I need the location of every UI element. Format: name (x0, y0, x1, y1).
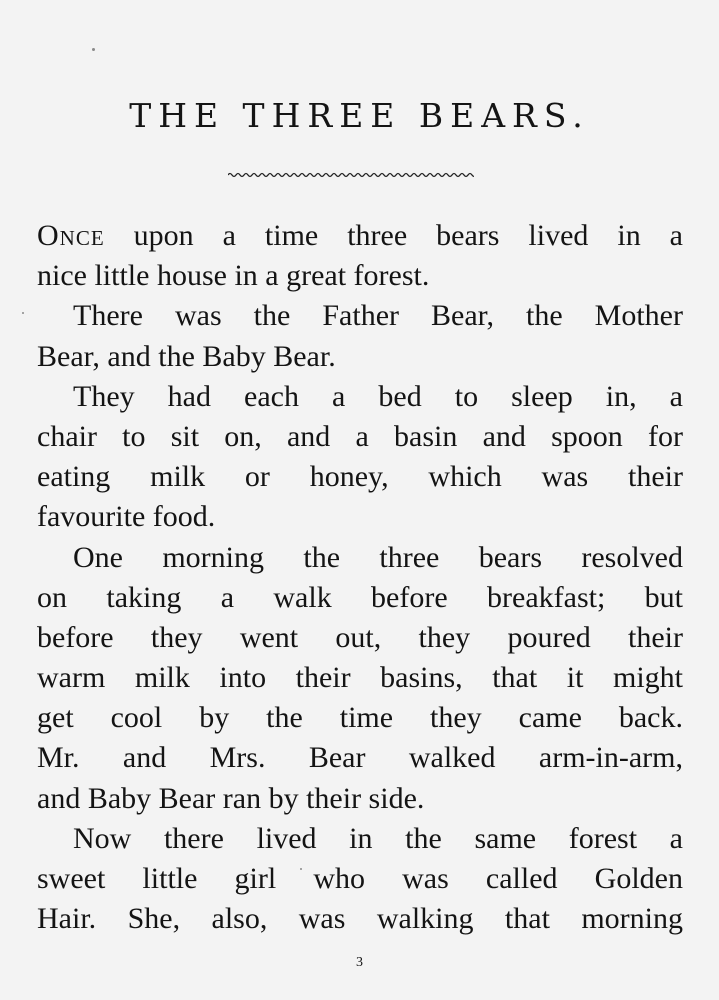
line-text: and Baby Bear ran by their side. (37, 781, 425, 815)
line-text: eating milk or honey, which was their (37, 460, 683, 494)
line-text: They had each a bed to sleep in, a (73, 379, 683, 413)
text-line (37, 779, 683, 819)
line-text: on taking a walk before breakfast; but (37, 580, 683, 614)
line-text: Bear, and the Baby Bear. (37, 339, 336, 373)
line-text: Now there lived in the same forest a (73, 821, 683, 855)
line-text: Mr. and Mrs. Bear walked arm-in-arm, (37, 741, 683, 775)
story-text (37, 216, 683, 939)
text-line (37, 819, 683, 859)
line-text: before they went out, they poured their (37, 620, 683, 654)
line-text: chair to sit on, and a basin and spoon for (37, 419, 683, 453)
text-line (37, 256, 683, 296)
text-line (37, 457, 683, 497)
line-text: upon a time three bears lived in a (104, 219, 683, 252)
line-text: Hair. She, also, was walking that morning (37, 902, 683, 936)
text-line (37, 497, 683, 537)
wavy-rule-ornament (228, 168, 474, 182)
line-text: One morning the three bears resolved (73, 540, 683, 574)
text-line (37, 216, 683, 256)
line-text: favourite food. (37, 500, 216, 534)
paper-speck (22, 312, 24, 314)
text-line (37, 658, 683, 698)
line-text: sweet little girl who was called Golden (37, 862, 683, 895)
text-line (37, 698, 683, 738)
text-line (37, 377, 683, 417)
text-line (37, 337, 683, 377)
line-text: warm milk into their basins, that it might (37, 661, 683, 695)
text-line (37, 618, 683, 658)
drop-word: Once (37, 219, 105, 252)
line-text: get cool by the time they came back. (37, 701, 683, 735)
text-line (37, 538, 683, 578)
text-line (37, 296, 683, 336)
text-line (37, 738, 683, 778)
paper-speck (92, 48, 95, 51)
text-line (37, 899, 683, 939)
text-line (37, 578, 683, 618)
line-text: There was the Father Bear, the Mother (73, 299, 683, 333)
text-line (37, 859, 683, 899)
line-text: nice little house in a great forest. (37, 259, 430, 293)
text-line (37, 417, 683, 457)
page-number: 3 (356, 955, 363, 970)
page-title: THE THREE BEARS. (129, 96, 590, 135)
